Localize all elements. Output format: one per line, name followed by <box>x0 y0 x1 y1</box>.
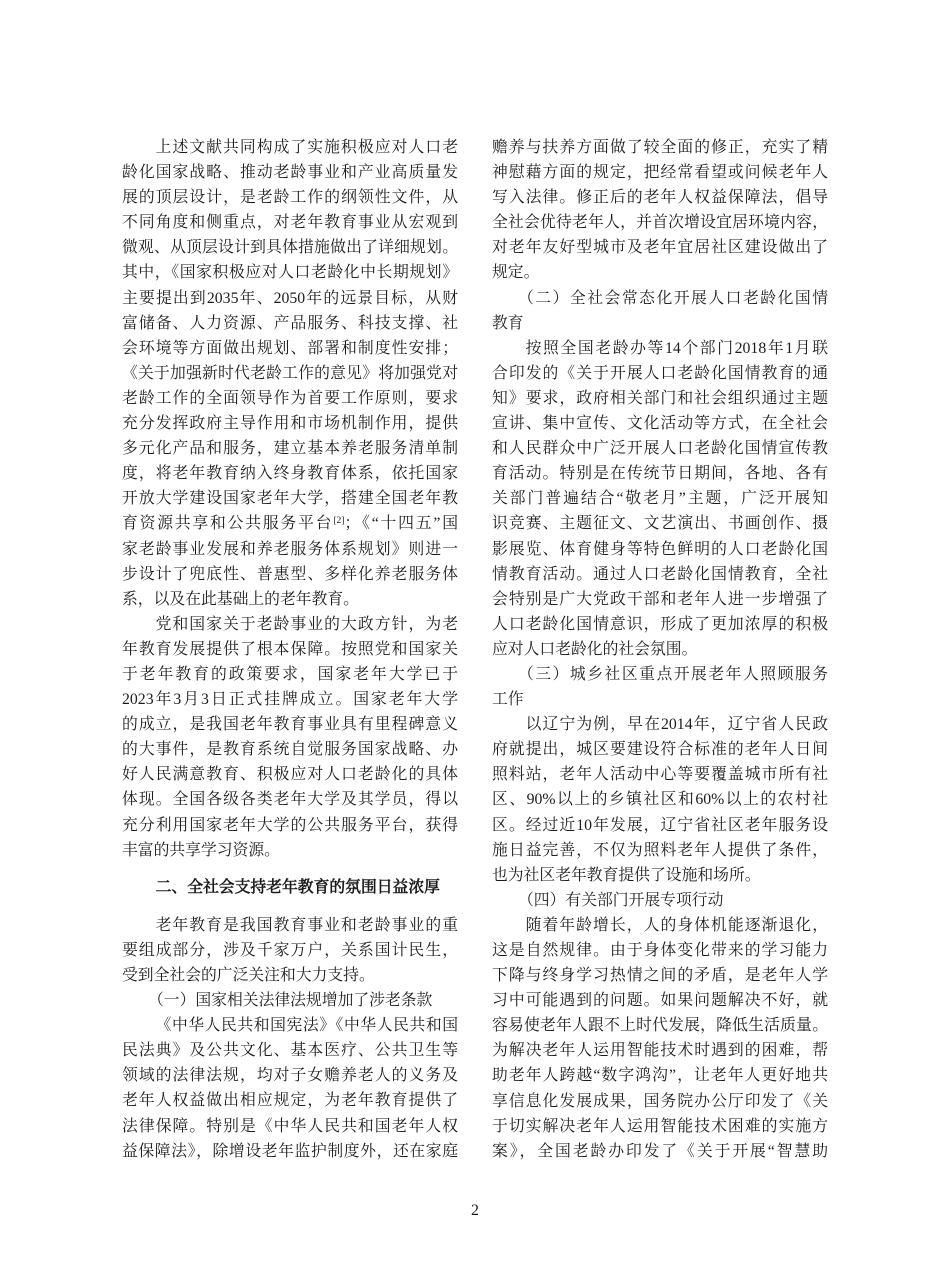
text-line: 要组成部分，涉及千家万户，关系国计民生， <box>122 941 458 959</box>
paragraph <box>492 913 828 1164</box>
text-line: 度，将老年教育纳入终身教育体系，依托国家 <box>122 465 458 483</box>
text-line: 老龄工作的全面领导作为首要工作原则，要求 <box>122 389 458 407</box>
text-line: 丰富的共享学习资源。 <box>122 841 280 859</box>
page-number: 2 <box>471 1202 479 1219</box>
text-line: 宣讲、集中宣传、文化活动等方式，在全社会 <box>492 415 828 433</box>
subsection-heading <box>492 662 828 712</box>
text-line: 充分利用国家老年大学的公共服务平台，获得 <box>122 816 458 834</box>
left-column <box>122 135 458 1164</box>
text-line: 习中可能遇到的问题。如果问题解决不好，就 <box>492 992 828 1010</box>
text-line: 微观、从顶层设计到具体措施做出了详细规划。 <box>122 239 458 257</box>
text-line: 好人民满意教育、积极应对人口老龄化的具体 <box>122 766 458 784</box>
text-line: 党和国家关于老龄事业的大政方针，为老 <box>155 615 458 633</box>
text-line: 益保障法》，除增设老年监护制度外，还在家庭 <box>122 1142 458 1160</box>
text-line: 知》要求，政府相关部门和社会组织通过主题 <box>492 389 828 407</box>
text-line: 上述文献共同构成了实施积极应对人口老 <box>155 139 458 156</box>
text-line: 于切实解决老年人运用智能技术困难的实施方 <box>492 1117 828 1135</box>
text-line: 展的顶层设计，是老龄工作的纲领性文件，从 <box>122 189 458 207</box>
text-line: 的成立，是我国老年教育事业具有里程碑意义 <box>122 716 458 734</box>
text-line: 步设计了兜底性、普惠型、多样化养老服务体 <box>122 565 458 583</box>
text-line: 家老龄事业发展和养老服务体系规划》则进一 <box>122 540 458 558</box>
text-line: 照料站，老年人活动中心等要覆盖城市所有社 <box>492 766 828 784</box>
text-line: 二、全社会支持老年教育的氛围日益浓厚 <box>155 879 440 897</box>
paragraph <box>122 913 458 988</box>
text-line: 2023年3月3日正式挂牌成立。国家老年大学 <box>122 691 458 709</box>
text-line: 年教育发展提供了根本保障。按照党和国家关 <box>122 640 458 658</box>
text-line: 受到全社会的广泛关注和大力支持。 <box>122 967 375 984</box>
paragraph <box>122 612 458 863</box>
subsection-heading <box>492 888 828 913</box>
text-line: 《关于加强新时代老龄工作的意见》将加强党对 <box>122 364 458 382</box>
text-line: 情教育活动。通过人口老龄化国情教育，全社 <box>492 565 828 583</box>
text-line: 富储备、人力资源、产品服务、科技支撑、社 <box>122 314 458 332</box>
text-line: 于老年教育的政策要求，国家老年大学已于 <box>122 665 458 683</box>
text-line: 施日益完善，不仅为照料老年人提供了条件， <box>492 841 828 859</box>
text-line: 区、90%以上的乡镇社区和60%以上的农村社 <box>492 791 828 809</box>
text-line: 识竞赛、主题征文、文艺演出、书画创作、摄 <box>492 515 828 533</box>
text-line: 领域的法律法规，均对子女赡养老人的义务及 <box>122 1067 458 1085</box>
text-line: 赡养与扶养方面做了较全面的修正，充实了精 <box>492 139 828 156</box>
text-segment: ；《“十四五”国 <box>344 515 458 533</box>
text-line: 全社会优待老年人，并首次增设宜居环境内容， <box>492 214 828 232</box>
text-line: 写入法律。修正后的老年人权益保障法，倡导 <box>492 189 828 207</box>
text-line: 育活动。特别是在传统节日期间，各地、各有 <box>492 465 828 483</box>
text-line: 以辽宁为例，早在2014年，辽宁省人民政 <box>525 716 828 734</box>
text-line: 主要提出到2035年、2050年的远景目标，从财 <box>122 289 458 307</box>
text-line: （一）国家相关法律法规增加了涉老条款 <box>148 992 433 1010</box>
paragraph <box>122 1013 458 1164</box>
text-line: 享信息化发展成果，国务院办公厅印发了《关 <box>492 1092 828 1110</box>
text-line: 民法典》及公共文化、基本医疗、公共卫生等 <box>122 1042 458 1060</box>
text-line: 为解决老年人运用智能技术时遇到的困难，帮 <box>492 1042 828 1060</box>
text-line: 教育 <box>492 314 524 332</box>
text-line: 关部门普遍结合“敬老月”主题，广泛开展知 <box>492 490 828 508</box>
text-line: 的大事件，是教育系统自觉服务国家战略、办 <box>122 741 458 759</box>
text-line: 体现。全国各级各类老年大学及其学员，得以 <box>122 791 458 809</box>
paragraph <box>492 712 828 888</box>
section-heading <box>122 875 458 900</box>
text-line: 也为社区老年教育提供了设施和场所。 <box>492 866 761 884</box>
text-line: 规定。 <box>492 264 540 282</box>
text-line: 会环境等方面做出规划、部署和制度性安排； <box>122 339 458 357</box>
text-line: 府就提出，城区要建设符合标准的老年人日间 <box>492 741 828 759</box>
text-line: （四）有关部门开展专项行动 <box>518 891 724 909</box>
text-line: 区。经过近10年发展，辽宁省社区老年服务设 <box>492 816 828 834</box>
text-line: 其中，《国家积极应对人口老龄化中长期规划》 <box>122 264 458 282</box>
text-line: （三）城乡社区重点开展老年人照顾服务 <box>518 665 828 683</box>
text-line: （二）全社会常态化开展人口老龄化国情 <box>518 289 828 307</box>
subsection-heading <box>492 286 828 336</box>
text-line: 助老年人跨越“数字鸿沟”，让老年人更好地共 <box>492 1067 828 1085</box>
text-line: 神慰藉方面的规定，把经常看望或问候老年人 <box>492 164 828 182</box>
text-line: 法律保障。特别是《中华人民共和国老年人权 <box>122 1117 458 1135</box>
text-line: 开放大学建设国家老年大学，搭建全国老年教 <box>122 490 458 508</box>
text-line: 对老年友好型城市及老年宜居社区建设做出了 <box>492 239 828 257</box>
text-line: 随着年龄增长，人的身体机能逐渐退化， <box>525 916 828 934</box>
text-line: 合印发的《关于开展人口老龄化国情教育的通 <box>492 364 828 382</box>
subsection-heading <box>122 988 458 1013</box>
text-line: 容易使老年人跟不上时代发展，降低生活质量。 <box>492 1017 828 1035</box>
text-line: 会特别是广大党政干部和老年人进一步增强了 <box>492 590 828 608</box>
right-column <box>492 135 828 1164</box>
text-line: 充分发挥政府主导作用和市场机制作用，提供 <box>122 415 458 433</box>
text-segment: 育资源共享和公共服务平台 <box>122 515 334 533</box>
text-line: 人口老龄化国情意识，形成了更加浓厚的积极 <box>492 615 828 633</box>
text-line: 不同角度和侧重点，对老年教育事业从宏观到 <box>122 214 458 232</box>
text-line: 老年教育是我国教育事业和老龄事业的重 <box>155 916 458 934</box>
text-line: 案》，全国老龄办印发了《关于开展“智慧助 <box>492 1142 828 1160</box>
text-line: 按照全国老龄办等14个部门2018年1月联 <box>525 339 828 357</box>
paragraph <box>122 135 458 612</box>
text-line: 下降与终身学习热情之间的矛盾，是老年人学 <box>492 967 828 985</box>
text-line: 工作 <box>492 691 524 709</box>
text-line: 《中华人民共和国宪法》《中华人民共和国 <box>155 1017 458 1035</box>
text-line: 多元化产品和服务，建立基本养老服务清单制 <box>122 440 458 458</box>
text-line: 应对人口老龄化的社会氛围。 <box>492 640 698 658</box>
text-line: 龄化国家战略、推动老龄事业和产业高质量发 <box>122 164 458 182</box>
paragraph <box>492 336 828 662</box>
text-line: 老年人权益做出相应规定，为老年教育提供了 <box>122 1092 458 1110</box>
text-line: 这是自然规律。由于身体变化带来的学习能力 <box>492 942 828 959</box>
text-line: 系，以及在此基础上的老年教育。 <box>122 590 359 608</box>
paragraph <box>492 135 828 286</box>
text-line: 和人民群众中广泛开展人口老龄化国情宣传教 <box>492 440 828 458</box>
text-line <box>122 511 458 536</box>
text-line: 影展览、体育健身等特色鲜明的人口老龄化国 <box>492 540 828 558</box>
citation-marker: [2] <box>333 516 345 527</box>
